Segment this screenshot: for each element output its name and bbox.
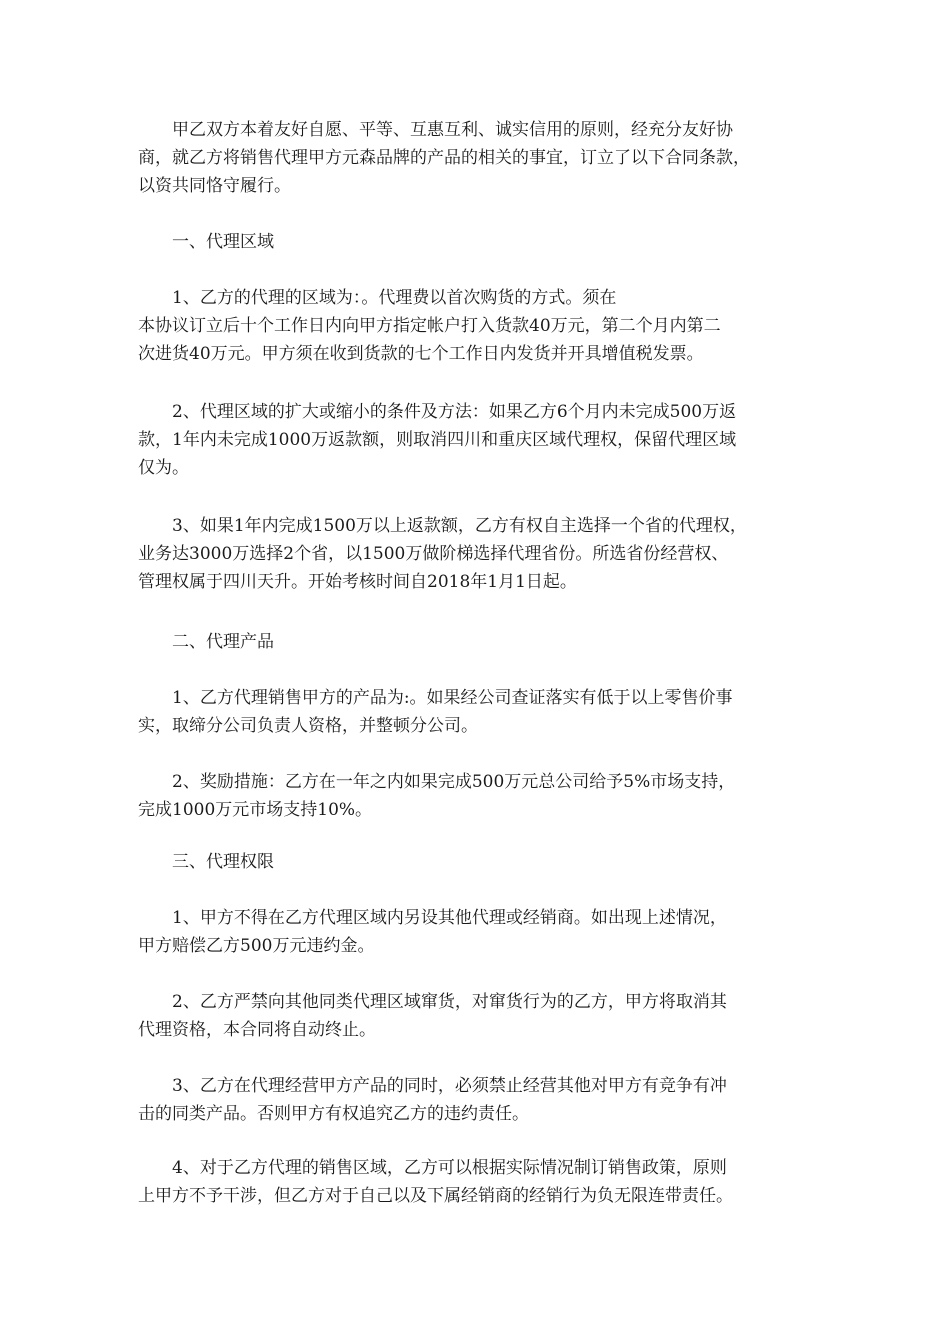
text-line: 实，取缔分公司负责人资格，并整顿分公司。 [138, 716, 478, 736]
text-line: 1、甲方不得在乙方代理区域内另设其他代理或经销商。如出现上述情况， [138, 908, 727, 928]
text-line: 2、代理区域的扩大或缩小的条件及方法：如果乙方6个月内未完成500万返 [138, 402, 737, 422]
section-heading-region [138, 848, 818, 876]
clause-paragraph [138, 398, 818, 482]
clause-paragraph [138, 684, 818, 740]
clause-paragraph [138, 988, 818, 1044]
text-line: 款，1年内未完成1000万返款额，则取消四川和重庆区域代理权，保留代理区域 [138, 430, 737, 450]
section-heading-region [138, 628, 818, 656]
text-line: 商，就乙方将销售代理甲方元森品牌的产品的相关的事宜，订立了以下合同条款， [138, 148, 750, 168]
text-line: 1、乙方代理销售甲方的产品为:。如果经公司查证落实有低于以上零售价事 [138, 688, 733, 708]
text-line: 代理资格，本合同将自动终止。 [138, 1020, 376, 1040]
text-line: 3、如果1年内完成1500万以上返款额，乙方有权自主选择一个省的代理权， [138, 516, 747, 536]
text-line: 击的同类产品。否则甲方有权追究乙方的违约责任。 [138, 1104, 529, 1124]
text-line: 本协议订立后十个工作日内向甲方指定帐户打入货款40万元，第二个月内第二 [138, 316, 721, 336]
section-heading: 二、代理产品 [138, 632, 274, 652]
clause-paragraph [138, 768, 818, 824]
text-line: 上甲方不予干涉，但乙方对于自己以及下属经销商的经销行为负无限连带责任。 [138, 1186, 733, 1206]
text-line: 4、对于乙方代理的销售区域，乙方可以根据实际情况制订销售政策，原则 [138, 1158, 727, 1178]
text-line: 甲乙双方本着友好自愿、平等、互惠互利、诚实信用的原则，经充分友好协 [138, 120, 733, 140]
text-line: 业务达3000万选择2个省，以1500万做阶梯选择代理省份。所选省份经营权、 [138, 544, 729, 564]
section-heading-region [138, 228, 818, 256]
section-heading: 三、代理权限 [138, 852, 274, 872]
section-heading: 一、代理区域 [138, 232, 274, 252]
text-line: 1、乙方的代理的区域为：。代理费以首次购货的方式。须在 [138, 288, 617, 308]
clause-paragraph [138, 512, 818, 596]
text-line: 管理权属于四川天升。开始考核时间自2018年1月1日起。 [138, 572, 577, 592]
text-line: 2、奖励措施：乙方在一年之内如果完成500万元总公司给予5%市场支持， [138, 772, 736, 792]
text-line: 3、乙方在代理经营甲方产品的同时，必须禁止经营其他对甲方有竞争有冲 [138, 1076, 727, 1096]
intro-paragraph [138, 116, 818, 200]
text-line: 2、乙方严禁向其他同类代理区域窜货，对窜货行为的乙方，甲方将取消其 [138, 992, 727, 1012]
clause-paragraph [138, 1072, 818, 1128]
text-line: 完成1000万元市场支持10%。 [138, 800, 373, 820]
clause-paragraph [138, 1154, 818, 1210]
clause-paragraph [138, 284, 818, 368]
text-line: 以资共同恪守履行。 [138, 176, 291, 196]
text-line: 次进货40万元。甲方须在收到货款的七个工作日内发货并开具增值税发票。 [138, 344, 704, 364]
clause-paragraph [138, 904, 818, 960]
text-line: 甲方赔偿乙方500万元违约金。 [138, 936, 375, 956]
text-line: 仅为。 [138, 458, 189, 478]
